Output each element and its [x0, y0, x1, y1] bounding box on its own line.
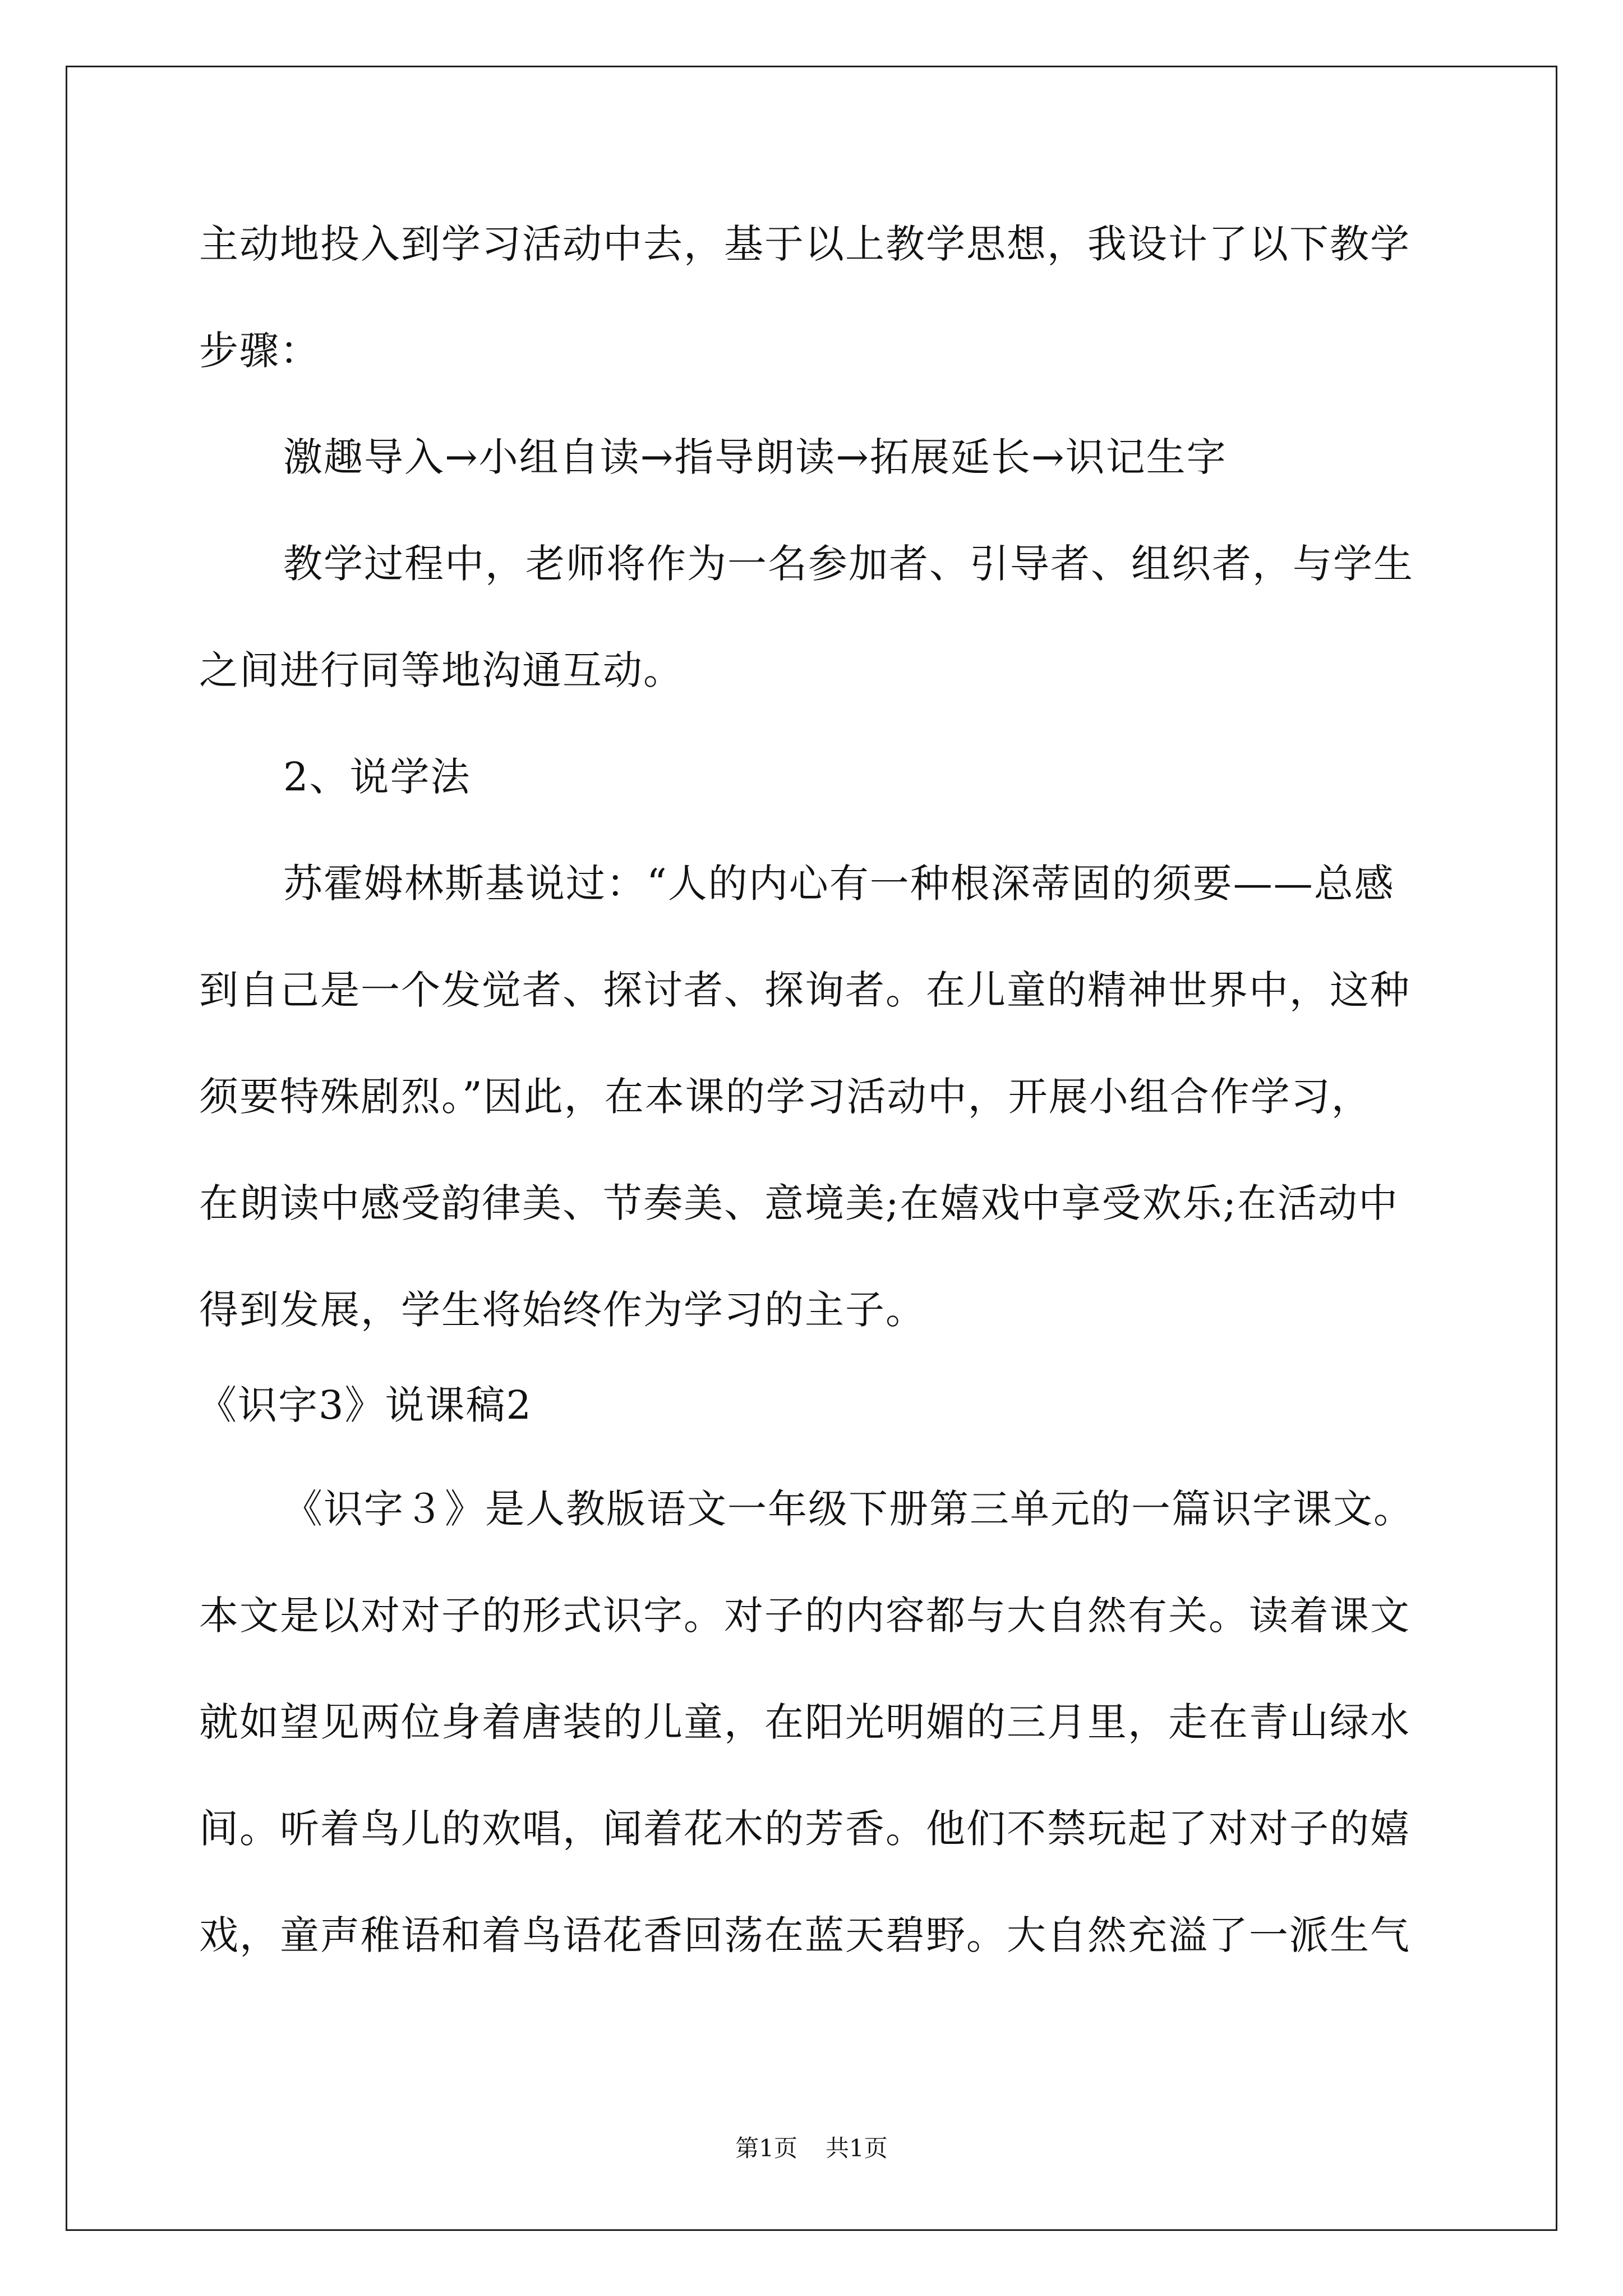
text-line: 《识字３》是人教版语文一年级下册第三单元的一篇识字课文。: [283, 1486, 1414, 1532]
page-total: 共1页: [826, 2134, 888, 2162]
text-line: 苏霍姆林斯基说过：“人的内心有一种根深蒂固的须要——总感: [283, 861, 1395, 907]
text-line: 本文是以对对子的形式识字。对子的内容都与大自然有关。读着课文: [199, 1593, 1410, 1639]
text-line: 之间进行同等地沟通互动。: [199, 647, 684, 693]
page-number: 第1页: [735, 2134, 797, 2162]
page-footer: [0, 2132, 1623, 2165]
text-line: 得到发展，学生将始终作为学习的主子。: [199, 1287, 926, 1333]
section-heading: 2、说学法: [283, 754, 471, 800]
article-title: 《识字3》说课稿2: [197, 1382, 533, 1428]
text-line: 须要特殊剧烈。”因此，在本课的学习活动中，开展小组合作学习，: [199, 1074, 1372, 1120]
text-line: 主动地投入到学习活动中去，基于以上教学思想，我设计了以下教学: [199, 221, 1410, 267]
text-line: 在朗读中感受韵律美、节奏美、意境美;在嬉戏中享受欢乐;在活动中: [199, 1180, 1399, 1226]
text-line: 戏，童声稚语和着鸟语花香回荡在蓝天碧野。大自然充溢了一派生气: [199, 1912, 1410, 1958]
text-line: 间。听着鸟儿的欢唱，闻着花木的芳香。他们不禁玩起了对对子的嬉: [199, 1806, 1410, 1852]
text-line: 步骤：: [199, 328, 320, 374]
text-line: 教学过程中，老师将作为一名参加者、引导者、组织者，与学生: [283, 541, 1414, 587]
text-line: 激趣导入→小组自读→指导朗读→拓展延长→识记生字: [283, 434, 1227, 480]
text-line: 到自己是一个发觉者、探讨者、探询者。在儿童的精神世界中，这种: [199, 967, 1410, 1013]
text-line: 就如望见两位身着唐装的儿童，在阳光明媚的三月里，走在青山绿水: [199, 1699, 1410, 1745]
